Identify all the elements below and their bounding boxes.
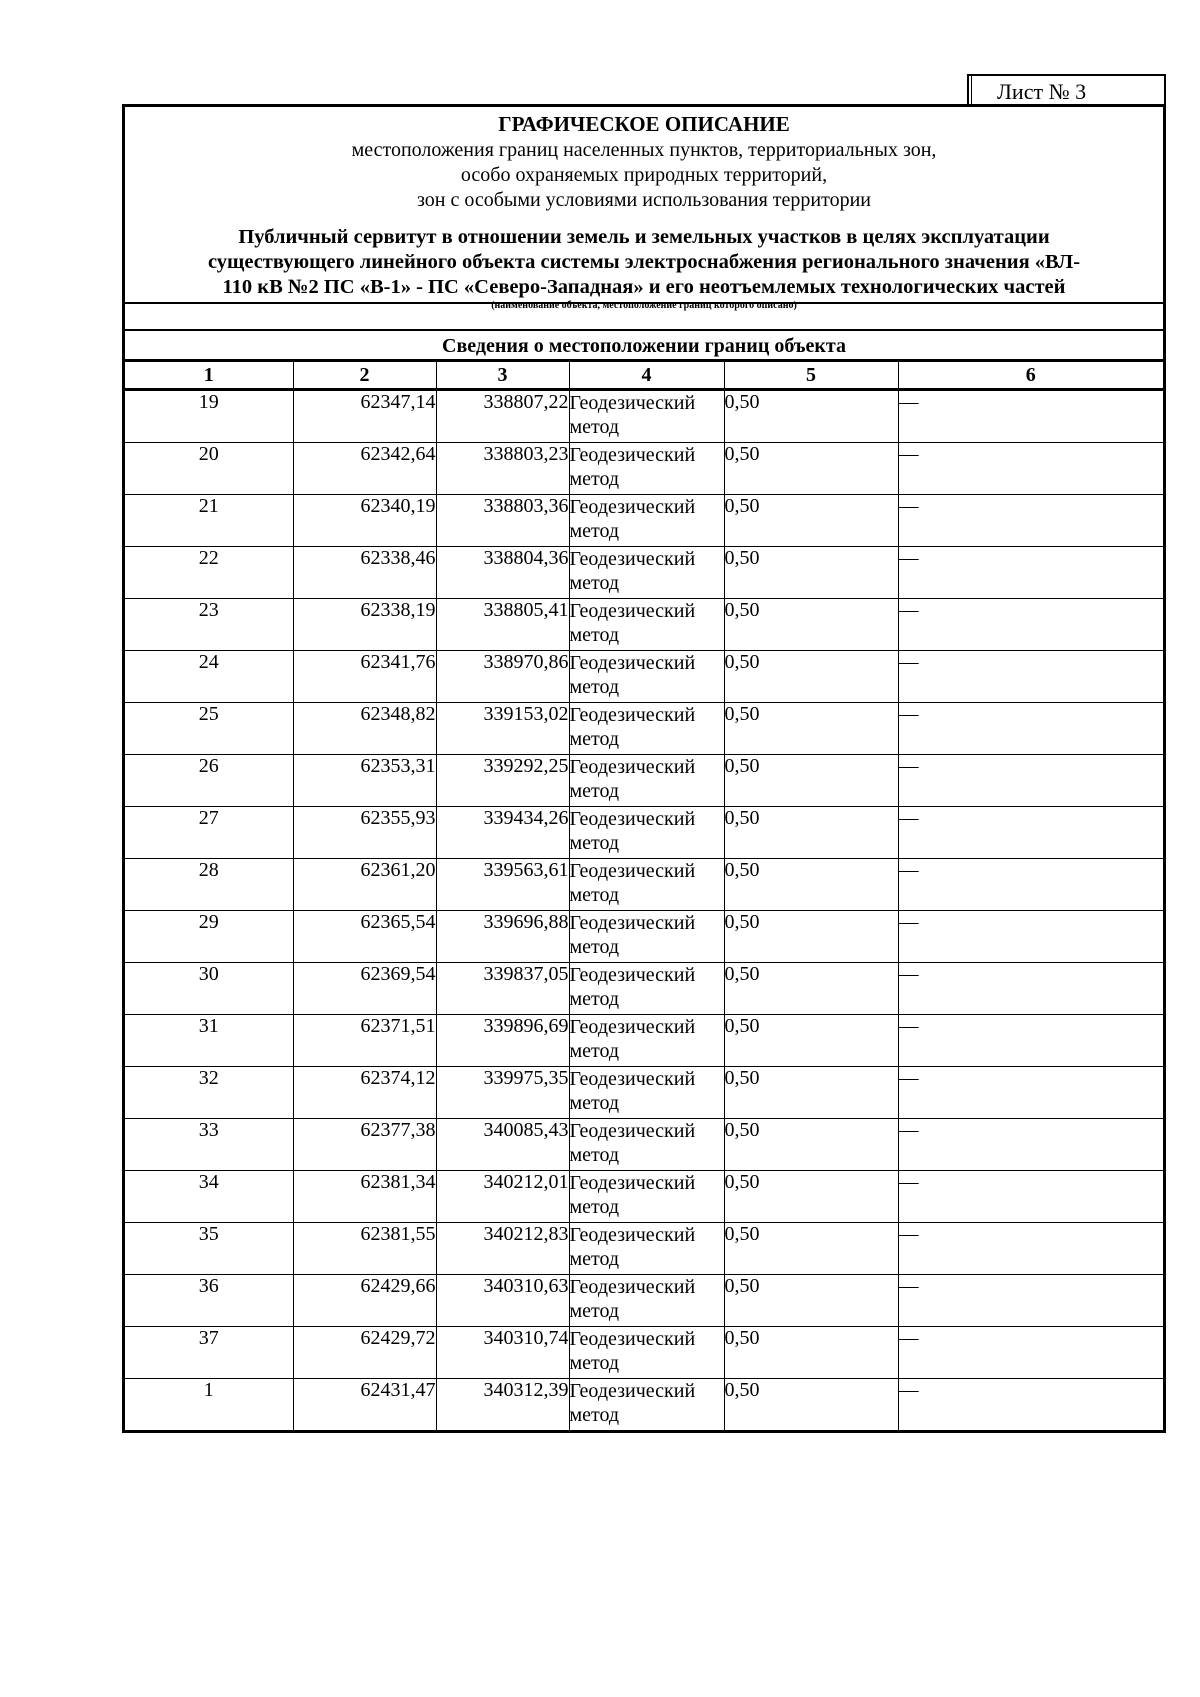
accuracy-cell: 0,50 <box>724 1379 898 1431</box>
y-coordinate-cell: 338805,41 <box>436 599 569 651</box>
note-cell: — <box>898 807 1163 859</box>
point-number-cell: 34 <box>125 1171 293 1223</box>
y-coordinate-cell: 340310,74 <box>436 1327 569 1379</box>
point-number-cell: 26 <box>125 755 293 807</box>
note-cell: — <box>898 390 1163 443</box>
point-number-cell: 37 <box>125 1327 293 1379</box>
subtitle-line-3: зон с особыми условиями использования территории <box>416 189 872 211</box>
method-cell: Геодезический метод <box>569 495 724 547</box>
column-header: 1 <box>125 362 293 390</box>
accuracy-cell: 0,50 <box>724 859 898 911</box>
table-row <box>125 703 1163 755</box>
subtitle-line-2: особо охраняемых природных территорий, <box>460 164 828 186</box>
table-row <box>125 1275 1163 1327</box>
method-cell: Геодезический метод <box>569 1275 724 1327</box>
accuracy-cell: 0,50 <box>724 911 898 963</box>
method-cell: Геодезический метод <box>569 390 724 443</box>
method-cell: Геодезический метод <box>569 859 724 911</box>
method-cell: Геодезический метод <box>569 755 724 807</box>
x-coordinate-cell: 62338,46 <box>293 547 436 599</box>
x-coordinate-cell: 62429,72 <box>293 1327 436 1379</box>
x-coordinate-cell: 62338,19 <box>293 599 436 651</box>
column-header: 4 <box>569 362 724 390</box>
x-coordinate-cell: 62431,47 <box>293 1379 436 1431</box>
method-cell: Геодезический метод <box>569 1171 724 1223</box>
x-coordinate-cell: 62353,31 <box>293 755 436 807</box>
accuracy-cell: 0,50 <box>724 651 898 703</box>
point-number-cell: 30 <box>125 963 293 1015</box>
object-caption: (наименование объекта, местоположение границ которого описано) <box>491 300 797 311</box>
object-description <box>125 225 1163 300</box>
accuracy-cell: 0,50 <box>724 1171 898 1223</box>
accuracy-cell: 0,50 <box>724 807 898 859</box>
point-number-cell: 32 <box>125 1067 293 1119</box>
note-cell: — <box>898 1275 1163 1327</box>
table-row <box>125 1223 1163 1275</box>
point-number-cell: 25 <box>125 703 293 755</box>
coordinates-table <box>125 362 1163 1430</box>
y-coordinate-cell: 339837,05 <box>436 963 569 1015</box>
x-coordinate-cell: 62340,19 <box>293 495 436 547</box>
section-title: Сведения о местоположении границ объекта <box>442 335 846 357</box>
point-number-cell: 20 <box>125 443 293 495</box>
y-coordinate-cell: 340212,01 <box>436 1171 569 1223</box>
table-header-row <box>125 362 1163 390</box>
note-cell: — <box>898 651 1163 703</box>
point-number-cell: 22 <box>125 547 293 599</box>
y-coordinate-cell: 340312,39 <box>436 1379 569 1431</box>
x-coordinate-cell: 62369,54 <box>293 963 436 1015</box>
point-number-cell: 1 <box>125 1379 293 1431</box>
document-header <box>122 104 1166 362</box>
note-cell: — <box>898 703 1163 755</box>
point-number-cell: 29 <box>125 911 293 963</box>
y-coordinate-cell: 339975,35 <box>436 1067 569 1119</box>
method-cell: Геодезический метод <box>569 1379 724 1431</box>
x-coordinate-cell: 62365,54 <box>293 911 436 963</box>
table-row <box>125 1119 1163 1171</box>
note-cell: — <box>898 911 1163 963</box>
method-cell: Геодезический метод <box>569 651 724 703</box>
y-coordinate-cell: 338970,86 <box>436 651 569 703</box>
x-coordinate-cell: 62429,66 <box>293 1275 436 1327</box>
point-number-cell: 23 <box>125 599 293 651</box>
note-cell: — <box>898 495 1163 547</box>
sheet-number-box <box>967 74 1166 104</box>
table-row <box>125 443 1163 495</box>
point-number-cell: 36 <box>125 1275 293 1327</box>
table-row <box>125 547 1163 599</box>
x-coordinate-cell: 62355,93 <box>293 807 436 859</box>
table-row <box>125 1171 1163 1223</box>
x-coordinate-cell: 62374,12 <box>293 1067 436 1119</box>
accuracy-cell: 0,50 <box>724 443 898 495</box>
x-coordinate-cell: 62371,51 <box>293 1015 436 1067</box>
note-cell: — <box>898 1223 1163 1275</box>
x-coordinate-cell: 62341,76 <box>293 651 436 703</box>
sheet-number: Лист № 3 <box>997 79 1087 104</box>
y-coordinate-cell: 338803,23 <box>436 443 569 495</box>
x-coordinate-cell: 62381,34 <box>293 1171 436 1223</box>
y-coordinate-cell: 340310,63 <box>436 1275 569 1327</box>
table-row <box>125 859 1163 911</box>
x-coordinate-cell: 62347,14 <box>293 390 436 443</box>
table-row <box>125 911 1163 963</box>
x-coordinate-cell: 62361,20 <box>293 859 436 911</box>
document-title: ГРАФИЧЕСКОЕ ОПИСАНИЕ <box>498 112 790 136</box>
accuracy-cell: 0,50 <box>724 755 898 807</box>
method-cell: Геодезический метод <box>569 1223 724 1275</box>
table-row <box>125 390 1163 443</box>
note-cell: — <box>898 1119 1163 1171</box>
column-header: 3 <box>436 362 569 390</box>
table-row <box>125 807 1163 859</box>
column-header: 2 <box>293 362 436 390</box>
method-cell: Геодезический метод <box>569 807 724 859</box>
table-row <box>125 495 1163 547</box>
method-cell: Геодезический метод <box>569 1119 724 1171</box>
point-number-cell: 31 <box>125 1015 293 1067</box>
y-coordinate-cell: 339434,26 <box>436 807 569 859</box>
point-number-cell: 35 <box>125 1223 293 1275</box>
accuracy-cell: 0,50 <box>724 599 898 651</box>
column-header: 5 <box>724 362 898 390</box>
accuracy-cell: 0,50 <box>724 390 898 443</box>
accuracy-cell: 0,50 <box>724 1015 898 1067</box>
table-row <box>125 1327 1163 1379</box>
object-line-2: существующего линейного объекта системы электроснабжения регионального значения «ВЛ- <box>207 251 1081 273</box>
y-coordinate-cell: 338807,22 <box>436 390 569 443</box>
accuracy-cell: 0,50 <box>724 495 898 547</box>
y-coordinate-cell: 340085,43 <box>436 1119 569 1171</box>
accuracy-cell: 0,50 <box>724 547 898 599</box>
method-cell: Геодезический метод <box>569 911 724 963</box>
method-cell: Геодезический метод <box>569 547 724 599</box>
point-number-cell: 27 <box>125 807 293 859</box>
x-coordinate-cell: 62381,55 <box>293 1223 436 1275</box>
x-coordinate-cell: 62348,82 <box>293 703 436 755</box>
point-number-cell: 21 <box>125 495 293 547</box>
y-coordinate-cell: 338803,36 <box>436 495 569 547</box>
header-divider-1 <box>125 302 1163 304</box>
point-number-cell: 28 <box>125 859 293 911</box>
x-coordinate-cell: 62342,64 <box>293 443 436 495</box>
table-row <box>125 651 1163 703</box>
y-coordinate-cell: 340212,83 <box>436 1223 569 1275</box>
header-divider-2 <box>125 329 1163 331</box>
note-cell: — <box>898 599 1163 651</box>
method-cell: Геодезический метод <box>569 599 724 651</box>
method-cell: Геодезический метод <box>569 1327 724 1379</box>
method-cell: Геодезический метод <box>569 703 724 755</box>
note-cell: — <box>898 443 1163 495</box>
note-cell: — <box>898 1379 1163 1431</box>
accuracy-cell: 0,50 <box>724 1223 898 1275</box>
note-cell: — <box>898 963 1163 1015</box>
table-row <box>125 963 1163 1015</box>
accuracy-cell: 0,50 <box>724 1327 898 1379</box>
accuracy-cell: 0,50 <box>724 963 898 1015</box>
table-row <box>125 1379 1163 1431</box>
accuracy-cell: 0,50 <box>724 1067 898 1119</box>
point-number-cell: 19 <box>125 390 293 443</box>
table-row <box>125 1015 1163 1067</box>
column-header: 6 <box>898 362 1163 390</box>
note-cell: — <box>898 859 1163 911</box>
note-cell: — <box>898 1067 1163 1119</box>
object-line-1: Публичный сервитут в отношении земель и земельных участков в целях эксплуатации <box>238 226 1050 248</box>
x-coordinate-cell: 62377,38 <box>293 1119 436 1171</box>
point-number-cell: 33 <box>125 1119 293 1171</box>
accuracy-cell: 0,50 <box>724 1275 898 1327</box>
note-cell: — <box>898 1171 1163 1223</box>
accuracy-cell: 0,50 <box>724 703 898 755</box>
subtitle-line-1: местоположения границ населенных пунктов, территориальных зон, <box>351 139 937 161</box>
table-row <box>125 755 1163 807</box>
note-cell: — <box>898 547 1163 599</box>
y-coordinate-cell: 339563,61 <box>436 859 569 911</box>
method-cell: Геодезический метод <box>569 1015 724 1067</box>
method-cell: Геодезический метод <box>569 443 724 495</box>
note-cell: — <box>898 755 1163 807</box>
note-cell: — <box>898 1015 1163 1067</box>
point-number-cell: 24 <box>125 651 293 703</box>
y-coordinate-cell: 339696,88 <box>436 911 569 963</box>
accuracy-cell: 0,50 <box>724 1119 898 1171</box>
table-row <box>125 1067 1163 1119</box>
note-cell: — <box>898 1327 1163 1379</box>
y-coordinate-cell: 339292,25 <box>436 755 569 807</box>
y-coordinate-cell: 339896,69 <box>436 1015 569 1067</box>
method-cell: Геодезический метод <box>569 963 724 1015</box>
coordinates-table-wrap <box>122 362 1166 1433</box>
y-coordinate-cell: 339153,02 <box>436 703 569 755</box>
y-coordinate-cell: 338804,36 <box>436 547 569 599</box>
table-row <box>125 599 1163 651</box>
object-line-3: 110 кВ №2 ПС «В-1» - ПС «Северо-Западная» и его неотъемлемых технологических частей <box>222 276 1066 298</box>
method-cell: Геодезический метод <box>569 1067 724 1119</box>
